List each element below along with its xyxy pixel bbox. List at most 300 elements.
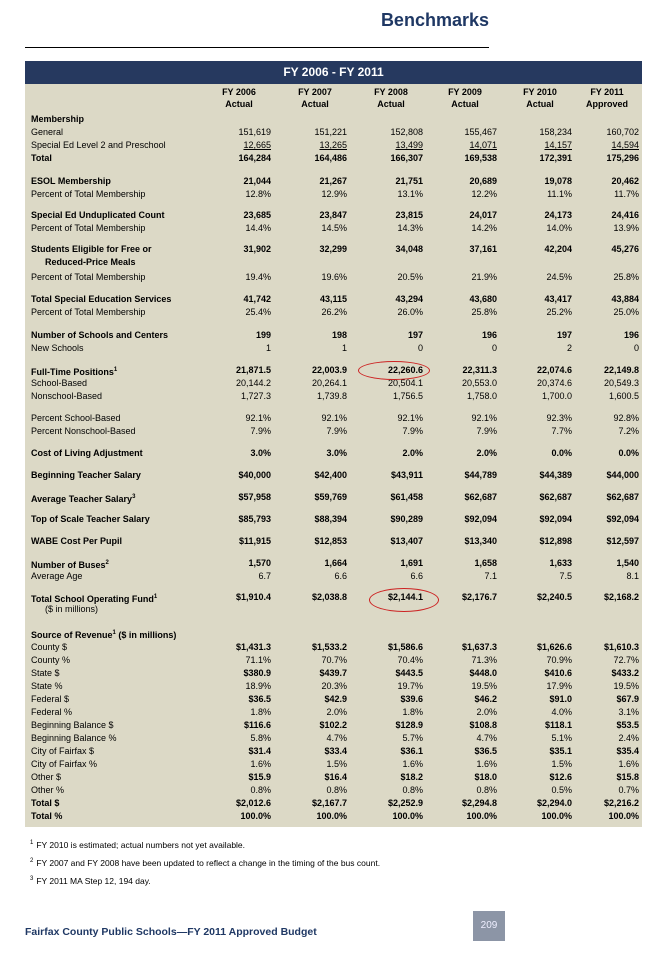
row-value: 43,680 — [469, 294, 497, 304]
row-value: 4.7% — [326, 733, 347, 743]
row-value: 0 — [417, 343, 423, 353]
row-value: 0.0% — [551, 448, 572, 458]
row-label: Total % — [31, 811, 63, 821]
row-value: 0.0% — [618, 448, 639, 458]
row-value: $2,240.5 — [536, 592, 572, 602]
row-value: 3.1% — [618, 707, 639, 717]
footer-text: Fairfax County Public Schools—FY 2011 Approved Budget — [25, 926, 317, 938]
row-value: $53.5 — [616, 720, 639, 730]
row-value: 196 — [623, 330, 639, 340]
column-type: Approved — [585, 99, 628, 109]
row-value: 1,758.0 — [466, 391, 497, 401]
column-header — [575, 86, 639, 110]
table-row — [25, 745, 642, 757]
row-value: $13,340 — [464, 536, 497, 546]
row-value: 14.5% — [321, 223, 347, 233]
row-label: Percent of Total Membership — [31, 272, 146, 282]
row-value: 196 — [481, 330, 497, 340]
table-row — [25, 390, 642, 402]
row-value: 197 — [556, 330, 572, 340]
row-value: $118.1 — [544, 720, 572, 730]
row-value: 71.1% — [245, 655, 271, 665]
row-value: 19.7% — [397, 681, 423, 691]
table-row — [25, 188, 642, 200]
annotation-circle — [369, 588, 439, 612]
row-label: Other $ — [31, 772, 62, 782]
row-value: 1 — [265, 343, 271, 353]
row-value: 158,234 — [539, 127, 572, 137]
row-value: 7.5 — [559, 571, 572, 581]
row-value: $92,094 — [464, 514, 497, 524]
row-value: 41,742 — [243, 294, 271, 304]
table-row — [25, 513, 642, 525]
row-value: 7.2% — [618, 426, 639, 436]
row-value: 2 — [566, 343, 572, 353]
row-value: $59,769 — [314, 492, 347, 502]
row-label: Total — [31, 153, 52, 163]
footnote: $^1$ FY 2010 is estimated; actual numbers not yet available. — [30, 839, 246, 850]
table-row — [25, 447, 642, 459]
row-value: 3.0% — [250, 448, 271, 458]
row-value: $15.8 — [616, 772, 639, 782]
row-value: 169,538 — [464, 153, 497, 163]
row-value: $11,915 — [238, 536, 271, 546]
row-label: State % — [31, 681, 63, 691]
title-rule — [25, 47, 489, 48]
row-value: 22,074.6 — [536, 365, 572, 375]
row-value: 34,048 — [395, 244, 423, 254]
row-value: 2.0% — [476, 707, 497, 717]
row-label: Beginning Balance $ — [31, 720, 114, 730]
row-value: $12,898 — [539, 536, 572, 546]
row-label: WABE Cost Per Pupil — [31, 536, 123, 546]
row-value: 7.9% — [476, 426, 497, 436]
row-value: 1,739.8 — [316, 391, 347, 401]
row-value: $2,252.9 — [387, 798, 423, 808]
row-value: 70.4% — [397, 655, 423, 665]
row-value: 172,391 — [539, 153, 572, 163]
row-value: $1,533.2 — [311, 642, 347, 652]
row-value: $40,000 — [238, 470, 271, 480]
row-value: $36.1 — [400, 746, 423, 756]
row-label: Reduced-Price Meals — [45, 257, 136, 267]
row-label: ($ in millions) — [45, 604, 99, 614]
row-value: 24.5% — [546, 272, 572, 282]
table-row — [25, 667, 642, 679]
row-value: 7.9% — [250, 426, 271, 436]
row-value: 21,267 — [319, 176, 347, 186]
row-value: 8.1 — [626, 571, 639, 581]
row-value: 1.6% — [250, 759, 271, 769]
table-row — [25, 732, 642, 744]
row-value: 155,467 — [464, 127, 497, 137]
row-value: 6.7 — [258, 571, 271, 581]
table-row — [25, 784, 642, 796]
row-value: $91.0 — [549, 694, 572, 704]
row-value: 25.2% — [546, 307, 572, 317]
table-row — [25, 469, 642, 481]
row-value: $1,431.3 — [235, 642, 271, 652]
row-value: 4.0% — [551, 707, 572, 717]
table-row — [25, 570, 642, 582]
row-value: $1,610.3 — [603, 642, 639, 652]
row-value: $57,958 — [238, 492, 271, 502]
row-value: $2,294.0 — [536, 798, 572, 808]
row-value: 2.0% — [476, 448, 497, 458]
table-row — [25, 771, 642, 783]
row-value: 14.4% — [245, 223, 271, 233]
row-value: $443.5 — [395, 668, 423, 678]
row-value: 3.0% — [326, 448, 347, 458]
row-value: 20,549.3 — [603, 378, 639, 388]
table-row — [25, 113, 642, 125]
row-value: 166,307 — [390, 153, 423, 163]
table-row — [25, 557, 642, 569]
row-value: 13.1% — [397, 189, 423, 199]
column-header — [207, 86, 271, 110]
row-value: $62,687 — [464, 492, 497, 502]
row-value: 197 — [407, 330, 423, 340]
row-label: Average Age — [31, 571, 83, 581]
row-value: 1,570 — [248, 558, 271, 568]
row-value: 20,144.2 — [235, 378, 271, 388]
row-value: $108.8 — [469, 720, 497, 730]
row-value: 14,071 — [469, 140, 497, 150]
row-label: Cost of Living Adjustment — [31, 448, 143, 458]
row-value: 1,600.5 — [608, 391, 639, 401]
column-type: Actual — [225, 99, 253, 109]
row-value: $1,586.6 — [387, 642, 423, 652]
row-value: 1.8% — [250, 707, 271, 717]
row-value: $1,910.4 — [235, 592, 271, 602]
row-value: 2.0% — [402, 448, 423, 458]
row-value: 25.0% — [613, 307, 639, 317]
row-value: 42,204 — [544, 244, 572, 254]
row-value: 20,374.6 — [536, 378, 572, 388]
table-row — [25, 627, 642, 639]
row-value: $42,400 — [314, 470, 347, 480]
row-value: 43,115 — [319, 294, 347, 304]
table-row — [25, 209, 642, 221]
row-value: $46.2 — [474, 694, 497, 704]
row-label: Source of Revenue$^1$ ($ in millions) — [31, 630, 177, 640]
row-value: 13,499 — [395, 140, 423, 150]
row-value: 0.8% — [326, 785, 347, 795]
row-value: 199 — [255, 330, 271, 340]
row-value: 2.4% — [618, 733, 639, 743]
row-value: $18.0 — [474, 772, 497, 782]
row-label: Special Ed Level 2 and Preschool — [31, 140, 166, 150]
table-row — [25, 491, 642, 503]
row-label: Percent of Total Membership — [31, 189, 146, 199]
row-value: 14.0% — [546, 223, 572, 233]
row-value: 1,727.3 — [240, 391, 271, 401]
table-row — [25, 535, 642, 547]
row-label: Average Teacher Salary$^3$ — [31, 494, 136, 504]
row-value: $2,176.7 — [461, 592, 497, 602]
row-value: 21,871.5 — [235, 365, 271, 375]
row-value: 22,149.8 — [603, 365, 639, 375]
row-value: $2,144.1 — [387, 592, 423, 602]
row-value: $35.4 — [616, 746, 639, 756]
row-label: General — [31, 127, 64, 137]
row-value: 26.0% — [397, 307, 423, 317]
row-value: $2,168.2 — [603, 592, 639, 602]
row-label: Nonschool-Based — [31, 391, 103, 401]
row-label: New Schools — [31, 343, 84, 353]
row-value: 31,902 — [243, 244, 271, 254]
row-value: 25.8% — [613, 272, 639, 282]
row-label: Percent School-Based — [31, 413, 121, 423]
row-value: 0.8% — [476, 785, 497, 795]
table-row — [25, 680, 642, 692]
row-value: $62,687 — [539, 492, 572, 502]
row-value: 19.5% — [613, 681, 639, 691]
table-row — [25, 654, 642, 666]
row-label: Federal $ — [31, 694, 70, 704]
row-value: 6.6 — [334, 571, 347, 581]
row-label: State $ — [31, 668, 60, 678]
table-row — [25, 693, 642, 705]
row-value: 20.5% — [397, 272, 423, 282]
table-row — [25, 329, 642, 341]
row-value: $12.6 — [549, 772, 572, 782]
row-value: 25.4% — [245, 307, 271, 317]
row-value: 23,685 — [243, 210, 271, 220]
row-value: $44,789 — [464, 470, 497, 480]
row-value: 45,276 — [611, 244, 639, 254]
row-value: 21,751 — [395, 176, 423, 186]
row-value: $39.6 — [400, 694, 423, 704]
row-value: 92.1% — [321, 413, 347, 423]
row-value: 19,078 — [544, 176, 572, 186]
row-value: $33.4 — [324, 746, 347, 756]
row-value: 0.5% — [551, 785, 572, 795]
row-value: $31.4 — [248, 746, 271, 756]
row-label: Other % — [31, 785, 65, 795]
row-value: 1.6% — [476, 759, 497, 769]
row-value: $62,687 — [606, 492, 639, 502]
table-row — [25, 243, 642, 255]
row-value: 43,417 — [544, 294, 572, 304]
row-value: 7.9% — [326, 426, 347, 436]
table-title: FY 2006 - FY 2011 — [25, 61, 642, 84]
row-value: $35.1 — [549, 746, 572, 756]
row-value: 20.3% — [321, 681, 347, 691]
row-value: 1,756.5 — [392, 391, 423, 401]
row-value: 18.9% — [245, 681, 271, 691]
row-value: 12,665 — [243, 140, 271, 150]
row-value: 92.3% — [546, 413, 572, 423]
row-value: $18.2 — [400, 772, 423, 782]
column-year: FY 2009 — [448, 87, 482, 97]
row-value: 4.7% — [476, 733, 497, 743]
table-row — [25, 706, 642, 718]
row-value: $116.6 — [243, 720, 271, 730]
row-value: $2,216.2 — [603, 798, 639, 808]
row-value: $44,389 — [539, 470, 572, 480]
row-value: $12,853 — [314, 536, 347, 546]
row-value: 17.9% — [546, 681, 572, 691]
row-value: 92.1% — [397, 413, 423, 423]
footnotes — [30, 835, 380, 888]
row-value: $13,407 — [390, 536, 423, 546]
row-value: 1.5% — [551, 759, 572, 769]
table-row — [25, 222, 642, 234]
row-label: County $ — [31, 642, 68, 652]
row-value: $88,394 — [314, 514, 347, 524]
row-value: $448.0 — [469, 668, 497, 678]
row-value: 70.7% — [321, 655, 347, 665]
row-label: City of Fairfax $ — [31, 746, 95, 756]
row-value: 151,619 — [238, 127, 271, 137]
row-label: Full-Time Positions$^1$ — [31, 367, 118, 377]
row-value: $439.7 — [319, 668, 347, 678]
table-row — [25, 810, 642, 822]
row-value: $61,458 — [390, 492, 423, 502]
row-value: 13.9% — [613, 223, 639, 233]
row-value: 72.7% — [613, 655, 639, 665]
row-value: 23,847 — [319, 210, 347, 220]
row-value: 7.1 — [484, 571, 497, 581]
row-label: ESOL Membership — [31, 176, 111, 186]
row-value: 70.9% — [546, 655, 572, 665]
column-type: Actual — [301, 99, 329, 109]
table-row — [25, 175, 642, 187]
table-row — [25, 412, 642, 424]
row-value: 19.4% — [245, 272, 271, 282]
row-value: 2.0% — [326, 707, 347, 717]
row-value: 23,815 — [395, 210, 423, 220]
row-value: 92.1% — [471, 413, 497, 423]
row-value: 1.6% — [402, 759, 423, 769]
table-row — [25, 271, 642, 283]
row-value: $15.9 — [248, 772, 271, 782]
footnote: $^2$ FY 2007 and FY 2008 have been updated to reflect a change in the timing of the bus count. — [30, 857, 381, 868]
row-label: Total Special Education Services — [31, 294, 172, 304]
row-value: 160,702 — [606, 127, 639, 137]
row-value: 26.2% — [321, 307, 347, 317]
row-value: 20,264.1 — [311, 378, 347, 388]
row-label: Percent Nonschool-Based — [31, 426, 136, 436]
row-value: 5.8% — [250, 733, 271, 743]
row-value: 11.1% — [547, 189, 572, 199]
row-label: Number of Buses$^2$ — [31, 560, 109, 570]
row-label: Total $ — [31, 798, 60, 808]
table-row — [25, 306, 642, 318]
row-value: $128.9 — [395, 720, 423, 730]
column-type: Actual — [451, 99, 479, 109]
row-value: 7.7% — [551, 426, 572, 436]
row-label: Number of Schools and Centers — [31, 330, 169, 340]
benchmarks-table — [25, 61, 642, 827]
row-value: $92,094 — [539, 514, 572, 524]
row-value: 71.3% — [471, 655, 497, 665]
row-label: Beginning Balance % — [31, 733, 117, 743]
row-value: 100.0% — [608, 811, 639, 821]
row-value: 164,284 — [238, 153, 271, 163]
row-value: $92,094 — [606, 514, 639, 524]
row-value: 1,540 — [616, 558, 639, 568]
row-label: Special Ed Unduplicated Count — [31, 210, 165, 220]
table-row — [25, 425, 642, 437]
row-value: 100.0% — [541, 811, 572, 821]
page-title: Benchmarks — [380, 10, 489, 30]
row-value: 24,416 — [611, 210, 639, 220]
row-value: 0 — [633, 343, 639, 353]
row-value: 92.8% — [613, 413, 639, 423]
row-value: 152,808 — [390, 127, 423, 137]
column-header — [508, 86, 572, 110]
row-value: 20,689 — [469, 176, 497, 186]
table-row — [25, 603, 642, 615]
table-row — [25, 377, 642, 389]
row-value: 24,017 — [469, 210, 497, 220]
row-value: 12.9% — [321, 189, 347, 199]
row-value: 1 — [341, 343, 347, 353]
row-label: Total School Operating Fund$^1$ — [31, 594, 158, 604]
row-value: 0.8% — [402, 785, 423, 795]
row-value: $2,038.8 — [311, 592, 347, 602]
row-value: 22,003.9 — [311, 365, 347, 375]
row-label: Percent of Total Membership — [31, 223, 146, 233]
row-value: 12.2% — [471, 189, 497, 199]
footnote: $^3$ FY 2011 MA Step 12, 194 day. — [30, 875, 151, 886]
row-value: $2,167.7 — [311, 798, 347, 808]
table-row — [25, 126, 642, 138]
row-value: $42.9 — [324, 694, 347, 704]
row-value: 43,884 — [611, 294, 639, 304]
table-row — [25, 342, 642, 354]
row-label: County % — [31, 655, 71, 665]
row-value: 164,486 — [314, 153, 347, 163]
row-value: 1,700.0 — [541, 391, 572, 401]
row-value: 1,633 — [549, 558, 572, 568]
row-value: 100.0% — [316, 811, 347, 821]
row-value: 24,173 — [544, 210, 572, 220]
row-value: 7.9% — [402, 426, 423, 436]
column-year: FY 2006 — [222, 87, 256, 97]
table-row — [25, 139, 642, 151]
row-value: $90,289 — [390, 514, 423, 524]
table-row — [25, 719, 642, 731]
row-value: $2,294.8 — [461, 798, 497, 808]
row-value: $2,012.6 — [235, 798, 271, 808]
table-row — [25, 758, 642, 770]
row-value: 1.5% — [326, 759, 347, 769]
row-value: 1,658 — [474, 558, 497, 568]
row-label: City of Fairfax % — [31, 759, 98, 769]
page-number: 209 — [473, 911, 505, 941]
row-value: 21.9% — [471, 272, 497, 282]
row-value: $85,793 — [238, 514, 271, 524]
row-value: 0.7% — [618, 785, 639, 795]
row-value: 151,221 — [314, 127, 347, 137]
column-year: FY 2008 — [374, 87, 408, 97]
row-value: 6.6 — [410, 571, 423, 581]
table-row — [25, 797, 642, 809]
row-label: Top of Scale Teacher Salary — [31, 514, 150, 524]
row-label: Membership — [31, 114, 85, 124]
row-label: Federal % — [31, 707, 73, 717]
row-value: 19.6% — [321, 272, 347, 282]
annotation-circle — [358, 361, 430, 380]
row-value: $1,626.6 — [536, 642, 572, 652]
row-value: 5.7% — [402, 733, 423, 743]
table-row — [25, 641, 642, 653]
row-value: 22,260.6 — [387, 365, 423, 375]
row-value: 100.0% — [392, 811, 423, 821]
